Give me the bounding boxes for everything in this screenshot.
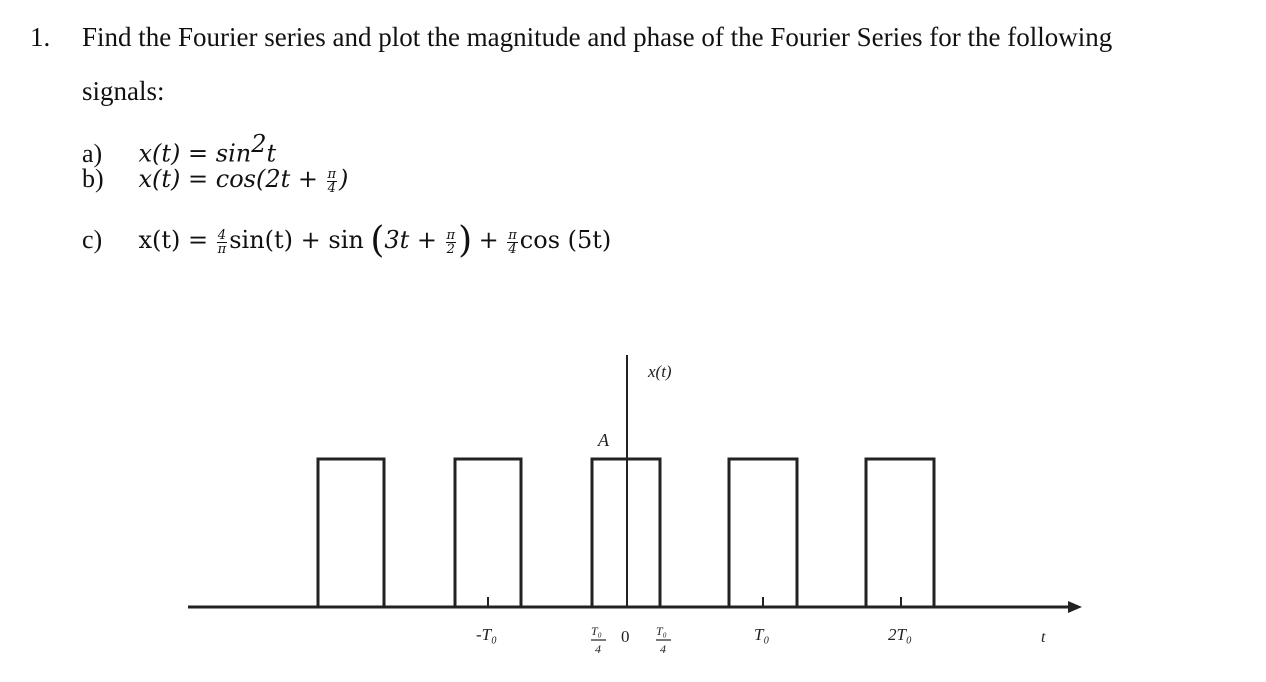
part-b-frac-num: π	[327, 166, 337, 182]
part-b-expr: x(t) = cos(2t +	[138, 165, 318, 193]
part-c-plus: +	[478, 226, 499, 254]
part-c-frac3-den: 4	[508, 241, 517, 257]
part-a	[82, 130, 276, 169]
part-c-frac2-den: 2	[446, 241, 455, 257]
pulse-train-figure	[0, 340, 1266, 682]
part-b-fraction	[327, 168, 338, 195]
part-c-open-paren: (	[370, 220, 385, 261]
part-a-label: a)	[82, 138, 103, 168]
part-b-label: b)	[82, 164, 104, 193]
part-c-close-paren: )	[458, 220, 473, 261]
time-axis-arrow	[1068, 601, 1082, 613]
part-c	[82, 220, 611, 261]
x-axis-label: t	[1041, 629, 1046, 646]
pulse-4	[729, 459, 797, 607]
tick-label-zero: 0	[621, 627, 630, 646]
tick-label-neg-T0: -T₀	[476, 625, 498, 644]
tick-label-T0-over-4-den: 4	[660, 642, 666, 656]
part-c-term1: sin(t) + sin	[229, 226, 364, 254]
part-b-close: )	[339, 165, 349, 193]
tick-label-2T0: 2T₀	[888, 625, 912, 644]
pulse-2	[455, 459, 521, 607]
tick-label-T0: T₀	[754, 625, 770, 644]
y-axis-label: x(t)	[648, 362, 672, 381]
tick-label-neg-T0-over-4-num: T₀	[591, 624, 602, 638]
pulse-5	[866, 459, 934, 607]
part-c-term3: cos (5t)	[519, 226, 612, 254]
tick-label-T0-over-4-num: T₀	[656, 624, 667, 638]
part-b	[82, 164, 348, 195]
part-c-frac3-num: π	[508, 227, 517, 243]
part-c-frac2-num: π	[446, 227, 456, 243]
pulse-1	[318, 459, 384, 607]
part-c-frac1-den: π	[217, 241, 227, 257]
part-b-frac-den: 4	[327, 180, 336, 196]
part-c-lhs: x(t) =	[138, 226, 209, 254]
question-text: Find the Fourier series and plot the magnitude and phase of the Fourier Series for the following	[82, 22, 1113, 52]
part-c-label: c)	[82, 225, 103, 254]
part-a-lhs: x(t) = sin	[138, 139, 252, 168]
question-number: 1.	[30, 22, 51, 52]
part-c-term2: 3t +	[384, 226, 438, 254]
part-a-exponent: 2	[251, 130, 267, 158]
question-text-continued: signals:	[82, 76, 165, 106]
part-c-frac1	[217, 229, 228, 256]
part-c-frac2	[446, 229, 457, 256]
part-c-frac1-num: 4	[217, 227, 227, 243]
part-c-frac3	[507, 229, 518, 256]
part-a-rhs: t	[266, 139, 277, 168]
amplitude-label: A	[598, 430, 609, 450]
tick-label-neg-T0-over-4-den: 4	[595, 642, 601, 656]
